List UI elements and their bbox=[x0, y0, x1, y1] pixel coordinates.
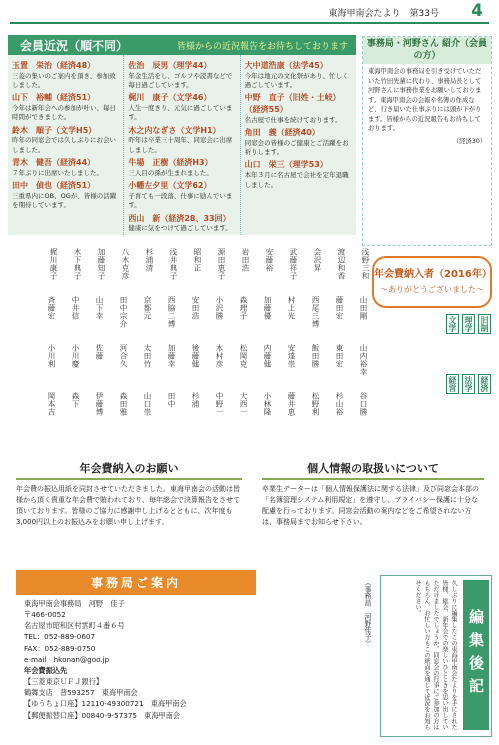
donor-name: 小川慶 bbox=[71, 344, 80, 368]
fee-account-title: 年会費振込先 bbox=[24, 665, 68, 675]
donor-name: 加藤知子 bbox=[97, 248, 106, 280]
member-news-column bbox=[240, 55, 356, 235]
donor-name: 田中 bbox=[167, 392, 176, 408]
donor-name: 安達崇 bbox=[287, 344, 296, 368]
donor-name: 太田竹 bbox=[143, 344, 152, 368]
member-name: 田中 偵也（経済51） bbox=[12, 181, 96, 191]
member-message: ７年ぶりに出席いたしました。 bbox=[12, 168, 103, 177]
member-message: 今年は地元の文化祭があり、忙しく過ごしています。 bbox=[244, 71, 349, 90]
fee-request-section bbox=[16, 460, 242, 560]
member-message: 年金生活をし、ゴルフや読書などで毎日過ごしています。 bbox=[128, 71, 233, 90]
donor-name: 安田浩 bbox=[191, 296, 200, 320]
donor-name: 中井信 bbox=[71, 296, 80, 320]
member-name: 佐治 辰男（理学44） bbox=[128, 61, 212, 70]
staff-intro-sign: （経済30） bbox=[452, 138, 486, 146]
donor-name: 渡辺和香 bbox=[337, 248, 346, 280]
donor-name: 後藤健 bbox=[191, 344, 200, 368]
member-name: 中野 直子（旧姓・土岐）（経済55） bbox=[244, 93, 341, 115]
member-news-bar bbox=[8, 35, 356, 55]
donor-name: 昭和正 bbox=[193, 248, 202, 272]
member-name: 小幡左夕里（文学62） bbox=[128, 181, 212, 191]
office-info-body bbox=[16, 595, 256, 724]
donor-name: 藤田宏 bbox=[335, 296, 344, 320]
office-info-section bbox=[16, 570, 256, 730]
editors-note-title: 編集後記 bbox=[463, 580, 489, 730]
donor-name: 内藤健 bbox=[263, 344, 272, 368]
office-info-line: TEL：052-889-0607 bbox=[24, 632, 96, 642]
donor-name: 安藤裕 bbox=[265, 248, 274, 272]
staff-intro-title: 事務局・河野さん 紹介（会員の方） bbox=[363, 37, 491, 64]
member-message: 昨年は卒業三十周年、同窓会に出席しました。 bbox=[128, 136, 233, 154]
member-message: 同窓会の皆様のご健康とご活躍をお祈りします。 bbox=[244, 138, 349, 157]
page-number: 4 bbox=[471, 1, 483, 21]
office-info-title: 事務局ご案内 bbox=[16, 570, 256, 595]
donor-name: 森田雅 bbox=[119, 392, 128, 416]
member-message: 三重県内にOB、OGが、皆様の活躍を期待しています。 bbox=[12, 191, 117, 210]
member-news-column bbox=[123, 55, 239, 235]
member-name: 木之内なぎさ（文学H1） bbox=[128, 125, 221, 135]
member-name: 角田 義（経済40） bbox=[244, 128, 320, 138]
donor-name: 西脇二博 bbox=[167, 296, 176, 328]
member-name: 青木 健吾（経済44） bbox=[12, 158, 96, 168]
donor-name: 山内裕幸 bbox=[359, 344, 368, 376]
donor-name: 木村彦 bbox=[215, 344, 224, 368]
member-message: 健康に気をつけて過ごしています。 bbox=[128, 224, 232, 233]
donor-name: 松野利 bbox=[311, 392, 320, 416]
privacy-body: 卒業生データーは「個人情報保護法に関する法律」及び同窓会本部の「名簿管理システム利用規定」を遵守し、プライバシー保護に十分な配慮を行っております。同窓会活動の案内などをご希望されない方は、事務局までお知らせ下さい。 bbox=[262, 485, 479, 526]
member-name: 山口 栄三（理学53） bbox=[244, 160, 328, 170]
donor-name: 小川利 bbox=[47, 344, 56, 368]
member-message: 三菱の集いのご案内を頂き、参加致しました。 bbox=[12, 71, 116, 90]
page-header bbox=[0, 0, 499, 22]
donor-name: 岡本吉 bbox=[47, 392, 56, 416]
donor-name: 村上光 bbox=[287, 296, 296, 320]
donor-group-label: 文学 bbox=[448, 316, 457, 332]
donor-heading-box bbox=[372, 256, 492, 308]
donor-group-label: 旧制 bbox=[480, 316, 489, 332]
member-name: 山下 裕輔（経済51） bbox=[12, 93, 96, 103]
donor-name: 藤井恵 bbox=[287, 392, 296, 416]
office-info-line: FAX：052-889-0750 bbox=[24, 643, 96, 653]
donor-name: 京都元 bbox=[143, 296, 152, 320]
member-name: 鈴木 順子（文学H5） bbox=[12, 125, 97, 135]
donor-group-label: 法学 bbox=[464, 376, 473, 392]
donor-name: 山口崇 bbox=[143, 392, 152, 416]
donor-name: 梶川康子 bbox=[49, 248, 58, 280]
fee-account-line: 【ゆうちょ口座】12110-49300721 東海甲南会 bbox=[24, 699, 187, 709]
member-news-title: 会員近況（順不同） bbox=[20, 38, 129, 53]
privacy-title: 個人情報の取扱いについて bbox=[262, 460, 484, 480]
donor-name: 杉浦 bbox=[191, 392, 200, 408]
donor-name: 佐藤 bbox=[95, 344, 104, 360]
donor-name: 岩田浩 bbox=[241, 248, 250, 272]
donor-name: 杉山裕 bbox=[335, 392, 344, 416]
donor-name: 八木克彦 bbox=[121, 248, 130, 280]
donor-name: 河合久 bbox=[119, 344, 128, 368]
donor-name: 加藤優 bbox=[263, 296, 272, 320]
newsletter-title: 東海甲南会たより 第33号 bbox=[328, 9, 439, 19]
donor-name: 斉藤宏 bbox=[47, 296, 56, 320]
member-message: 人生一度きり、元気に過ごしています。 bbox=[128, 104, 233, 122]
member-news-section bbox=[8, 35, 356, 235]
donor-name: 加藤幸 bbox=[167, 344, 176, 368]
donor-thanks: ～ありがとうございました～ bbox=[380, 285, 484, 294]
donor-name: 森理子 bbox=[239, 296, 248, 320]
donor-name: 山下幸 bbox=[95, 296, 104, 320]
donor-name: 森下 bbox=[71, 392, 80, 408]
editors-note-body: 久しぶりに編集したこの東海甲南会たよりを手にされた皆様、総会、新年会での楽しいひとときを思い出していただけましたでしょうか。同窓会の行事にご参加の方はもちろん、お忙しい方もこの紙面を通じて近況をお知らせください。 bbox=[414, 580, 457, 730]
donor-name: 山田剛 bbox=[359, 296, 368, 320]
office-info-line: 東海甲南会事務局 河野 佳子 bbox=[24, 599, 125, 608]
member-news-column bbox=[8, 55, 123, 235]
member-message: 本年３月に名古屋で会社を定年退職しました。 bbox=[244, 171, 349, 189]
member-name: 梶川 康子（文学46） bbox=[128, 93, 212, 103]
member-message: 今年は新年会への参加が叶い、毎日時間ができました。 bbox=[12, 104, 116, 122]
member-message: 子育ても一段落、仕事に励んでいます。 bbox=[128, 191, 233, 210]
donor-name: 源田恵子 bbox=[217, 248, 226, 280]
donor-name: 浅野三和 bbox=[361, 248, 370, 280]
fee-account-line: 【郵便振替口座】00840-9-57375 東海甲南会 bbox=[24, 710, 181, 720]
donor-name: 中野一 bbox=[215, 392, 224, 416]
office-info-line: 〒466-0052 bbox=[24, 610, 66, 620]
member-name: 牛場 正樹（経済H3） bbox=[128, 158, 213, 168]
fee-account-line: 鶴舞支店 普593257 東海甲南会 bbox=[24, 688, 138, 698]
donor-heading: 年会費納入者（2016年） bbox=[374, 269, 492, 280]
member-message: 昨年の同窓会では久しぶりにお会いしました。 bbox=[12, 136, 116, 154]
donor-name: 松岡克 bbox=[239, 344, 248, 368]
donor-name: 飯田勝 bbox=[311, 344, 320, 368]
member-message: 三人目の孫が生まれました。 bbox=[128, 168, 213, 177]
member-name: 西山 新（経済28、33回） bbox=[128, 213, 231, 223]
donor-group-label: 理学 bbox=[464, 316, 473, 332]
fee-request-body: 年会費の振込用紙を同封させていただきました。東海甲南会の活動は皆様から頂く貴重な年会費で賄われており、毎年総会で決算報告をさせて頂いております。皆様のご協力に感謝申し上げるとともに、次年度も3,000円以上のお振込みをお願い申し上げます。 bbox=[16, 485, 240, 526]
donor-name: 谷口勝 bbox=[359, 392, 368, 416]
donor-name: 小沢勝 bbox=[215, 296, 224, 320]
donor-name: 杉浦清 bbox=[145, 248, 154, 272]
donor-group-label: 経営 bbox=[448, 376, 457, 392]
donor-name: 伊藤博 bbox=[95, 392, 104, 416]
editors-note-section bbox=[380, 575, 492, 737]
member-name: 玉置 栄治（経済48） bbox=[12, 61, 96, 70]
donor-name: 浅井典子 bbox=[169, 248, 178, 280]
donor-name: 会沢昇 bbox=[313, 248, 322, 272]
donor-name: 大西一 bbox=[239, 392, 248, 416]
donor-name: 東田宏 bbox=[335, 344, 344, 368]
office-signature: （事務局 河野佳子） bbox=[363, 579, 371, 647]
staff-intro-body: 東海甲南会の事務局を引き受けていただいた竹田先輩に代わり、事務局長として河野さんに事務作業をお願いしております。東海甲南会の会報や名簿の作成など、行き届いた仕事ぶりには頭が下がります。皆様からの近況報告もお待ちしております。 bbox=[368, 68, 482, 132]
fee-account-line: 【三菱東京ＵＦＪ銀行】 bbox=[24, 677, 104, 687]
member-news-subtitle: 皆様からの近況報告をお待ちしております bbox=[176, 41, 348, 52]
donor-name: 小林隆 bbox=[263, 392, 272, 416]
office-info-line: e-mail hkonan@goo.jp bbox=[24, 654, 110, 664]
donor-list-section bbox=[8, 248, 492, 444]
donor-name: 西尾三博 bbox=[311, 296, 320, 328]
header-rule bbox=[10, 22, 489, 24]
member-news-columns bbox=[8, 55, 356, 235]
staff-intro-box bbox=[362, 36, 492, 246]
donor-name: 木下典子 bbox=[73, 248, 82, 280]
donor-name: 田中宗介 bbox=[119, 296, 128, 328]
fee-request-title: 年会費納入のお願い bbox=[16, 460, 242, 480]
member-message: 名古屋で仕事を続けております。 bbox=[244, 115, 342, 124]
privacy-section bbox=[262, 460, 484, 560]
donor-group-label: 経済 bbox=[480, 376, 489, 392]
donor-name: 武藤祥子 bbox=[289, 248, 298, 280]
member-name: 大中道浩康（法学45） bbox=[244, 61, 328, 70]
office-info-line: 名古屋市昭和区村雲町４番６号 bbox=[24, 621, 125, 631]
